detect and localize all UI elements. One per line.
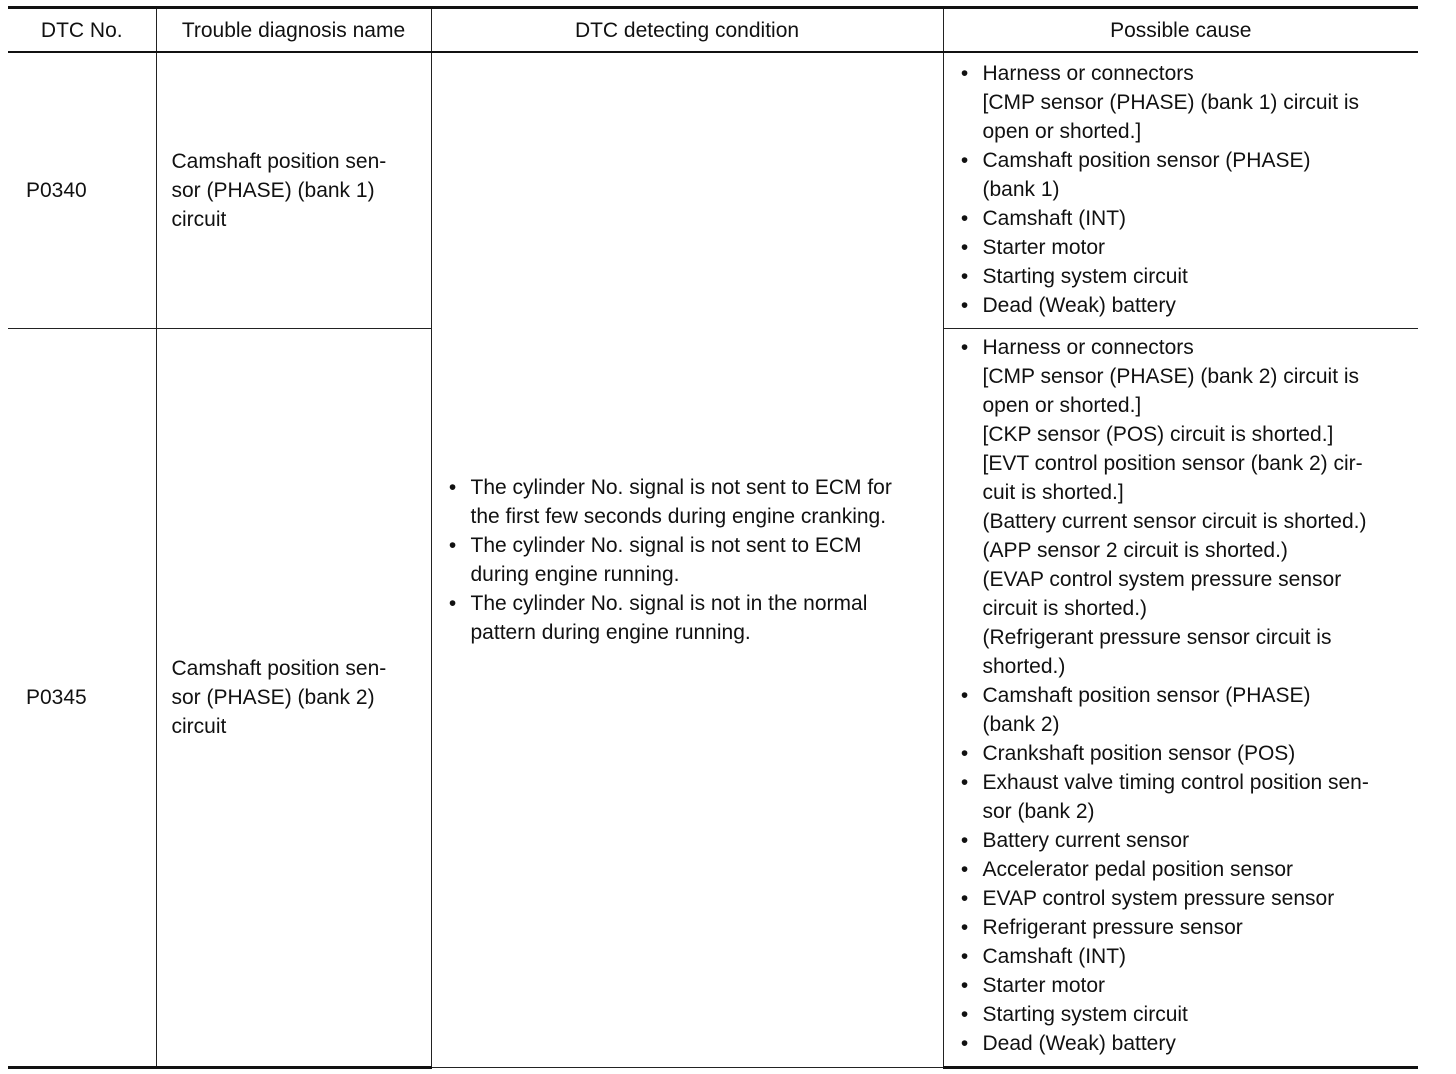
list-item-line: shorted.): [982, 655, 1066, 678]
diagnosis-name-line: Camshaft position sen-: [171, 657, 387, 680]
list-item-line: Dead (Weak) battery: [982, 294, 1176, 317]
dtc-code: P0340: [8, 52, 156, 329]
list-item: [956, 1000, 1413, 1029]
bullet-icon: •: [448, 534, 457, 557]
list-item-line: Exhaust valve timing control position sen-: [982, 771, 1369, 794]
diagnosis-name-line: Camshaft position sen-: [171, 150, 387, 173]
bullet-icon: •: [448, 592, 457, 615]
dtc-code: P0345: [8, 329, 156, 1068]
list-item-line: sor (bank 2): [982, 800, 1095, 823]
bullet-icon: •: [960, 236, 969, 259]
list-item-line: (Battery current sensor circuit is shorted.): [982, 510, 1367, 533]
list-item-line: the first few seconds during engine cranking.: [470, 505, 887, 528]
list-item-line: Accelerator pedal position sensor: [982, 858, 1294, 881]
dtc-table: [8, 6, 1418, 1069]
list-item-line: Harness or connectors: [982, 62, 1194, 85]
diagnosis-name-line: circuit: [171, 208, 227, 231]
list-item-line: [CKP sensor (POS) circuit is shorted.]: [982, 423, 1334, 446]
list-item-line: Refrigerant pressure sensor: [982, 916, 1243, 939]
list-item: [956, 233, 1413, 262]
list-item-line: Camshaft (INT): [982, 207, 1127, 230]
list-item-line: Battery current sensor: [982, 829, 1190, 852]
detecting-condition: [431, 52, 943, 1068]
list-item-line: [CMP sensor (PHASE) (bank 1) circuit is: [982, 91, 1360, 114]
list-item-line: during engine running.: [470, 563, 680, 586]
list-item: [956, 884, 1413, 913]
list-item-line: (APP sensor 2 circuit is shorted.): [982, 539, 1288, 562]
list-item-line: open or shorted.]: [982, 394, 1142, 417]
diagnosis-name-line: sor (PHASE) (bank 1): [171, 179, 375, 202]
list-item-line: The cylinder No. signal is not sent to ECM for: [470, 476, 892, 499]
list-item-line: cuit is shorted.]: [982, 481, 1124, 504]
bullet-icon: •: [960, 207, 969, 230]
bullet-icon: •: [960, 916, 969, 939]
list-item-line: circuit is shorted.): [982, 597, 1148, 620]
list-item: [956, 942, 1413, 971]
list-item: [956, 204, 1413, 233]
list-item-line: (Refrigerant pressure sensor circuit is: [982, 626, 1332, 649]
list-item-line: The cylinder No. signal is not in the normal: [470, 592, 868, 615]
bullet-icon: •: [960, 945, 969, 968]
list-item-line: The cylinder No. signal is not sent to ECM: [470, 534, 862, 557]
header-dtc-no: DTC No.: [8, 8, 156, 53]
list-item-line: Starting system circuit: [982, 265, 1188, 288]
cause-list: [956, 59, 1413, 320]
diagnosis-name: [156, 52, 431, 329]
list-item: [956, 913, 1413, 942]
diagnosis-name-line: circuit: [171, 715, 227, 738]
bullet-icon: •: [960, 684, 969, 707]
bullet-icon: •: [960, 336, 969, 359]
list-item: [956, 291, 1413, 320]
list-item-line: Starter motor: [982, 974, 1106, 997]
list-item-line: Dead (Weak) battery: [982, 1032, 1176, 1055]
list-item: [956, 333, 1413, 681]
bullet-icon: •: [960, 1032, 969, 1055]
bullet-icon: •: [960, 742, 969, 765]
bullet-icon: •: [448, 476, 457, 499]
list-item-line: Starting system circuit: [982, 1003, 1188, 1026]
list-item: [956, 262, 1413, 291]
list-item-line: (bank 2): [982, 713, 1060, 736]
possible-cause: [943, 52, 1418, 329]
list-item-line: [CMP sensor (PHASE) (bank 2) circuit is: [982, 365, 1360, 388]
bullet-icon: •: [960, 62, 969, 85]
table-row: [8, 52, 1418, 329]
list-item-line: Harness or connectors: [982, 336, 1194, 359]
list-item: [956, 739, 1413, 768]
list-item-line: Starter motor: [982, 236, 1106, 259]
bullet-icon: •: [960, 149, 969, 172]
list-item: [956, 768, 1413, 826]
bullet-icon: •: [960, 858, 969, 881]
list-item-line: Camshaft (INT): [982, 945, 1127, 968]
list-item: [956, 855, 1413, 884]
list-item-line: (bank 1): [982, 178, 1060, 201]
list-item: [956, 971, 1413, 1000]
bullet-icon: •: [960, 1003, 969, 1026]
diagnosis-name: [156, 329, 431, 1068]
header-detecting-condition: DTC detecting condition: [431, 8, 943, 53]
list-item-line: open or shorted.]: [982, 120, 1142, 143]
diagnosis-name-line: sor (PHASE) (bank 2): [171, 686, 375, 709]
bullet-icon: •: [960, 265, 969, 288]
list-item: [956, 1029, 1413, 1058]
header-row: [8, 8, 1418, 53]
cause-list: [956, 333, 1413, 1058]
list-item-line: EVAP control system pressure sensor: [982, 887, 1335, 910]
list-item: [956, 826, 1413, 855]
list-item-line: Camshaft position sensor (PHASE): [982, 149, 1311, 172]
condition-list: [444, 473, 937, 647]
list-item: [444, 531, 937, 589]
list-item-line: Camshaft position sensor (PHASE): [982, 684, 1311, 707]
bullet-icon: •: [960, 974, 969, 997]
list-item: [956, 146, 1413, 204]
bullet-icon: •: [960, 294, 969, 317]
list-item: [444, 473, 937, 531]
possible-cause: [943, 329, 1418, 1068]
header-diagnosis-name: Trouble diagnosis name: [156, 8, 431, 53]
bullet-icon: •: [960, 771, 969, 794]
list-item: [956, 59, 1413, 146]
list-item-line: Crankshaft position sensor (POS): [982, 742, 1296, 765]
list-item-line: (EVAP control system pressure sensor: [982, 568, 1342, 591]
list-item: [956, 681, 1413, 739]
list-item: [444, 589, 937, 647]
list-item-line: pattern during engine running.: [470, 621, 751, 644]
header-possible-cause: Possible cause: [943, 8, 1418, 53]
bullet-icon: •: [960, 829, 969, 852]
bullet-icon: •: [960, 887, 969, 910]
list-item-line: [EVT control position sensor (bank 2) cir-: [982, 452, 1363, 475]
